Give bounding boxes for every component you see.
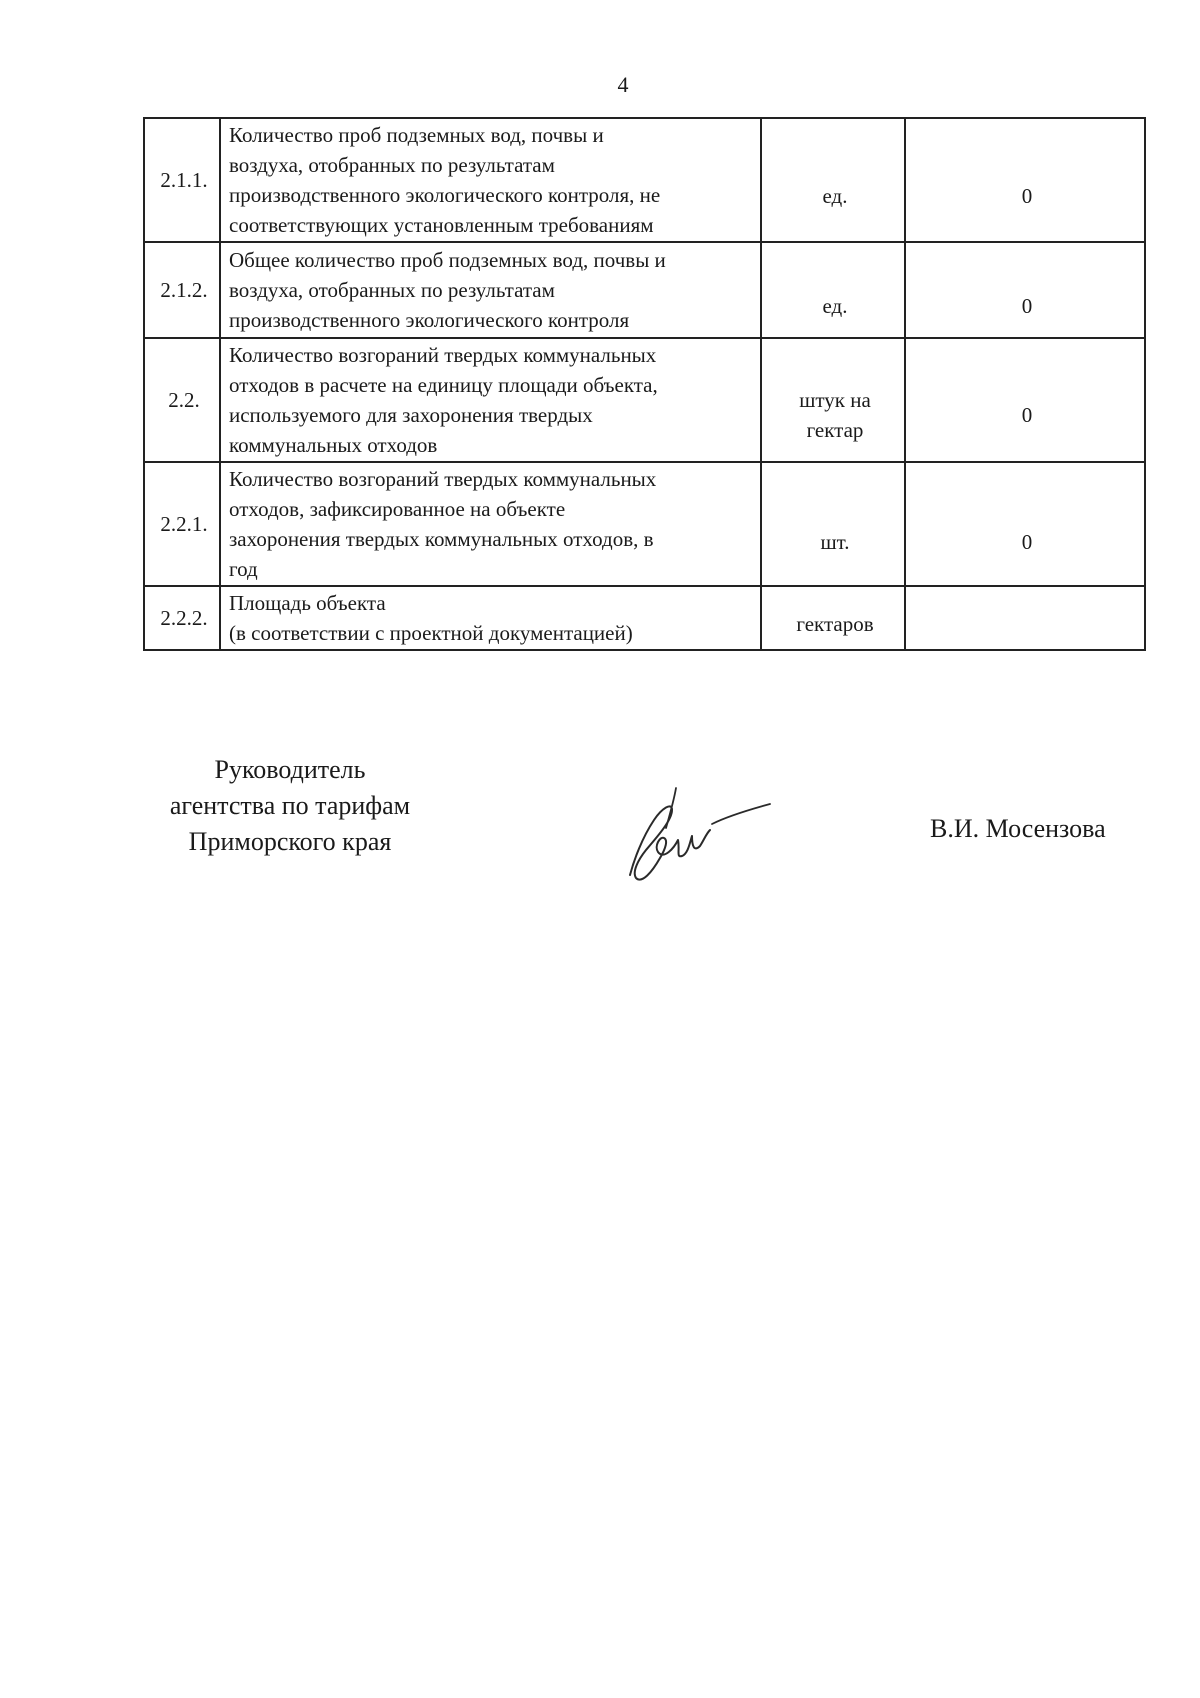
indicator-value: 0 (905, 338, 1145, 462)
row-number: 2.2.2. (144, 586, 220, 650)
handwritten-signature (620, 780, 780, 890)
indicator-name: Количество возгораний твердых коммунальных отходов в расчете на единицу площади объекта, используемого для захоронения твердых коммунальных отходов (220, 338, 761, 462)
signatory-title: Руководитель агентства по тарифам Приморского края (169, 755, 411, 856)
indicator-name: Количество проб подземных вод, почвы и воздуха, отобранных по результатам производственного экологического контроля, не соответствующих установленным требованиям (220, 118, 761, 242)
indicator-value: 0 (905, 118, 1145, 242)
row-number: 2.1.2. (144, 242, 220, 338)
row-number: 2.2. (144, 338, 220, 462)
page-number: 4 (617, 72, 629, 97)
table-row (144, 462, 1145, 586)
indicator-name: Количество возгораний твердых коммунальных отходов, зафиксированное на объекте захоронения твердых коммунальных отходов, в год (220, 462, 761, 586)
indicator-name: Площадь объекта (в соответствии с проектной документацией) (220, 586, 761, 650)
table-row (144, 242, 1145, 338)
table-row (144, 118, 1145, 242)
table-row (144, 338, 1145, 462)
row-number: 2.1.1. (144, 118, 220, 242)
unit-of-measure: шт. (761, 462, 905, 586)
unit-of-measure: ед. (761, 118, 905, 242)
unit-of-measure: гектаров (761, 586, 905, 650)
signatory-name: В.И. Мосензова (930, 814, 1106, 843)
indicator-value: 0 (905, 462, 1145, 586)
indicator-value: 0 (905, 242, 1145, 338)
indicators-table (143, 117, 1146, 651)
indicator-value (905, 586, 1145, 650)
indicator-name: Общее количество проб подземных вод, почвы и воздуха, отобранных по результатам производственного экологического контроля (220, 242, 761, 338)
unit-of-measure: ед. (761, 242, 905, 338)
unit-of-measure: штук на гектар (761, 338, 905, 462)
table-row (144, 586, 1145, 650)
row-number: 2.2.1. (144, 462, 220, 586)
